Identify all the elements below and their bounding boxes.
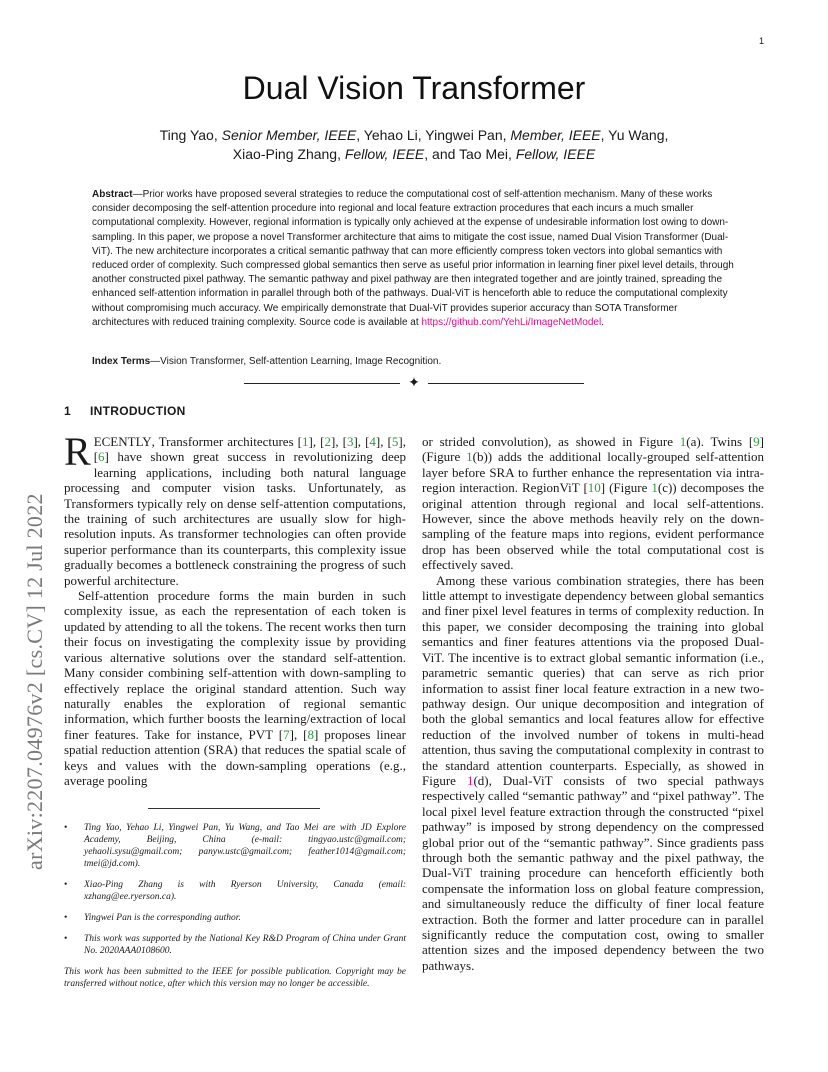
paragraph xyxy=(422,573,764,974)
paragraph xyxy=(64,429,406,588)
paragraph xyxy=(422,434,764,573)
text: ] have shown great success in revolutionizing deep learning applications, including both natural language processing and computer vision tasks. Unfortunately, as Transformers typically rely on dense self-attention computations, the training of such architectures are usually slow for high-resolution inputs. As transformer technologies can often provide superior performance than its counterparts, this complexity issue gradually becomes a bottleneck constraining the progress of such powerful architecture. xyxy=(64,449,406,588)
divider-line-right xyxy=(428,383,584,384)
index-terms-text: —Vision Transformer, Self-attention Learning, Image Recognition. xyxy=(150,356,442,367)
text: (c)) decomposes the original attention through regional and local self-attentions. However, since the above methods heavily rely on the down-sampling of the feature maps into regions, evident performance drop has been observed while the total computational cost is effectively saved. xyxy=(422,480,764,573)
citation-link[interactable]: 9 xyxy=(753,434,760,449)
left-column xyxy=(64,429,407,788)
abstract-label: Abstract xyxy=(92,189,133,200)
citation-link[interactable]: 3 xyxy=(346,434,354,449)
author-text: , Yu Wang, xyxy=(600,127,669,143)
text: (b)) adds the additional locally-grouped self-attention layer before SRA to further enhance the representation via intra-region interaction. RegionViT [ xyxy=(422,449,765,496)
figure-link[interactable]: 1 xyxy=(651,480,658,496)
text: ], [ xyxy=(375,434,392,449)
citation-link[interactable]: 10 xyxy=(587,480,601,496)
section-heading-introduction xyxy=(64,404,186,418)
text: (a). Twins [ xyxy=(686,434,754,449)
divider-line-left xyxy=(244,383,400,384)
index-terms xyxy=(92,356,736,367)
section-number: 1 xyxy=(64,404,71,418)
text: , Transformer architectures [ xyxy=(151,434,303,449)
footnote-item: • This work was supported by the National Key R&D Program of China under Grant No. 2020AAA0108600. xyxy=(64,933,406,957)
citation-link[interactable]: 1 xyxy=(302,434,309,449)
citation-link[interactable]: 4 xyxy=(369,434,376,449)
text: ], [ xyxy=(353,434,370,449)
footnote-item: • Yingwei Pan is the corresponding author. xyxy=(64,912,406,924)
author-text: Ting Yao, xyxy=(159,127,222,143)
text: ], [ xyxy=(308,434,325,449)
author-line-2 xyxy=(100,145,728,164)
text: Among these various combination strategies, there has been little attempt to investigate dependency between global semantics and finer pixel level features in terms of complexity reduction. In this paper, we consider decomposing the training into global semantics and finer features attentions via the proposed Dual-ViT. The incentive is to extract global semantic information (i.e., parametric semantic queries) that can serve as rich prior information to assist finer local feature extraction in a new two-pathway design. Our unique decomposition and integration of both the global semantics and local features allow for effective reduction of the involved number of tokens in multi-head attention, thus saving the computational complexity in contrast to the standard attention counterparts. Especially, as showed in Figure xyxy=(422,572,764,788)
figure-link[interactable]: 1 xyxy=(679,434,687,449)
author-role: Senior Member, IEEE xyxy=(221,127,357,143)
ieee-notice: This work has been submitted to the IEEE for possible publication. Copyright may be transferred without notice, after which this version may no longer be accessible. xyxy=(64,967,406,989)
page-number: 1 xyxy=(758,36,764,46)
abstract-end: . xyxy=(601,316,604,328)
text: ], [ xyxy=(289,726,308,742)
citation-link[interactable]: 8 xyxy=(307,726,314,742)
paper-title: Dual Vision Transformer xyxy=(242,70,586,106)
abstract xyxy=(92,188,736,330)
footnote-item: • Ting Yao, Yehao Li, Yingwei Pan, Yu Wang, and Tao Mei are with JD Explore Academy, Beijing, China (e-mail: tingyao.ustc@gmail.com; yehaoli.sysu@gmail.com; panyw.ustc@gmail.com; feather1014@gmail.com; tmei@jd.com). xyxy=(64,822,406,870)
section-title-rest: NTRODUCTION xyxy=(93,404,186,418)
author-list xyxy=(100,126,728,164)
text: Self-attention procedure forms the main burden in such complexity issue, as each the representation of each token is updated by attending to all the tokens. The recent works then turn their focus on investigating the complexity issue by providing various alternative solutions over the standard self-attention. Many consider combining self-attention with down-sampling to effectively replace the original standard attention. Such way naturally enables the exploration of regional semantic information, which further boosts the learning/extraction of local finer features. Take for instance, PVT [ xyxy=(64,588,406,742)
text: (d), Dual-ViT consists of two special pathways respectively called “semantic pathway” and “pixel pathway”. The local pixel level feature extraction through the constructed “pixel pathway” is imposed by strong dependency on the compressed global prior out of the “semantic pathway”. Since gradients pass through both the semantic pathway and the pixel pathway, the Dual-ViT training procedure can henceforth efficiently both compensate the information loss on global feature compression, and simultaneously reduce the difficulty of finer local feature extraction. Both the former and latter procedure can in parallel significantly reduce the computation cost, owing to smaller attention sizes and the imposed dependency between the two pathways. xyxy=(422,772,764,973)
figure-link[interactable]: 1 xyxy=(466,449,473,465)
right-column xyxy=(422,434,764,973)
citation-link[interactable]: 2 xyxy=(324,434,331,449)
footnote-list xyxy=(64,822,406,957)
arxiv-identifier: arXiv:2207.04976v2 [cs.CV] 12 Jul 2022 xyxy=(22,493,47,870)
author-role: Fellow, IEEE xyxy=(515,146,596,162)
citation-link[interactable]: 5 xyxy=(391,434,399,449)
text: ] proposes linear spatial reduction attention (SRA) that reduces the spatial scale of keys and values with the down-sampling operations (e.g., average pooling xyxy=(64,726,407,788)
text: ] (Figure xyxy=(600,480,652,496)
citation-link[interactable]: 7 xyxy=(283,726,290,742)
figure-link[interactable]: 1 xyxy=(466,772,474,788)
author-text: Xiao-Ping Zhang, xyxy=(232,146,345,162)
citation-link[interactable]: 6 xyxy=(98,449,105,465)
author-text: , Yehao Li, Yingwei Pan, xyxy=(356,127,511,143)
author-line-1 xyxy=(100,126,728,145)
abstract-text: —Prior works have proposed several strategies to reduce the computational cost of self-attention mechanism. Many of these works consider decomposing the self-attention procedure into regional and local feature extraction procedures that each incurs a much smaller computational complexity. However, regional information is typically only achieved at the expense of undesirable information lost owing to down-sampling. In this paper, we propose a novel Transformer architecture that aims to mitigate the cost issue, named Dual Vision Transformer (Dual-ViT). The new architecture incorporates a critical semantic pathway that can more efficiently compress token vectors into global semantics with reduced order of complexity. Such compressed global semantics then serve as useful prior information in learning finer pixel level details, through another constructed pixel pathway. The semantic pathway and pixel pathway are then integrated together and are jointly trained, spreading the enhanced self-attention information in parallel through both of the pathways. Dual-ViT is henceforth able to reduce the computational complexity without compromising much accuracy. We empirically demonstrate that Dual-ViT provides superior accuracy than SOTA Transformer architectures with reduced training complexity. Source code is available at xyxy=(92,189,734,328)
diamond-star-icon: ✦ xyxy=(408,375,420,391)
footnote-rule xyxy=(148,808,320,809)
section-divider xyxy=(244,375,584,391)
smallcaps-text: ECENTLY xyxy=(93,434,152,449)
author-role: Member, IEEE xyxy=(510,127,601,143)
footnote-item: • Xiao-Ping Zhang is with Ryerson University, Canada (email: xzhang@ee.ryerson.ca). xyxy=(64,879,406,903)
text: ], [ xyxy=(330,434,347,449)
paragraph xyxy=(64,588,406,788)
index-terms-label: Index Terms xyxy=(92,356,151,367)
section-title-initial: I xyxy=(90,404,94,418)
footnotes xyxy=(64,822,406,990)
author-role: Fellow, IEEE xyxy=(344,146,425,162)
author-text: , and Tao Mei, xyxy=(424,146,516,162)
source-code-link[interactable]: https://github.com/YehLi/ImageNetModel xyxy=(421,316,602,328)
drop-cap: R xyxy=(64,429,91,474)
text: ] (Figure xyxy=(422,434,764,465)
text: ], [ xyxy=(93,434,406,465)
text: or strided convolution), as showed in Figure xyxy=(422,434,680,449)
